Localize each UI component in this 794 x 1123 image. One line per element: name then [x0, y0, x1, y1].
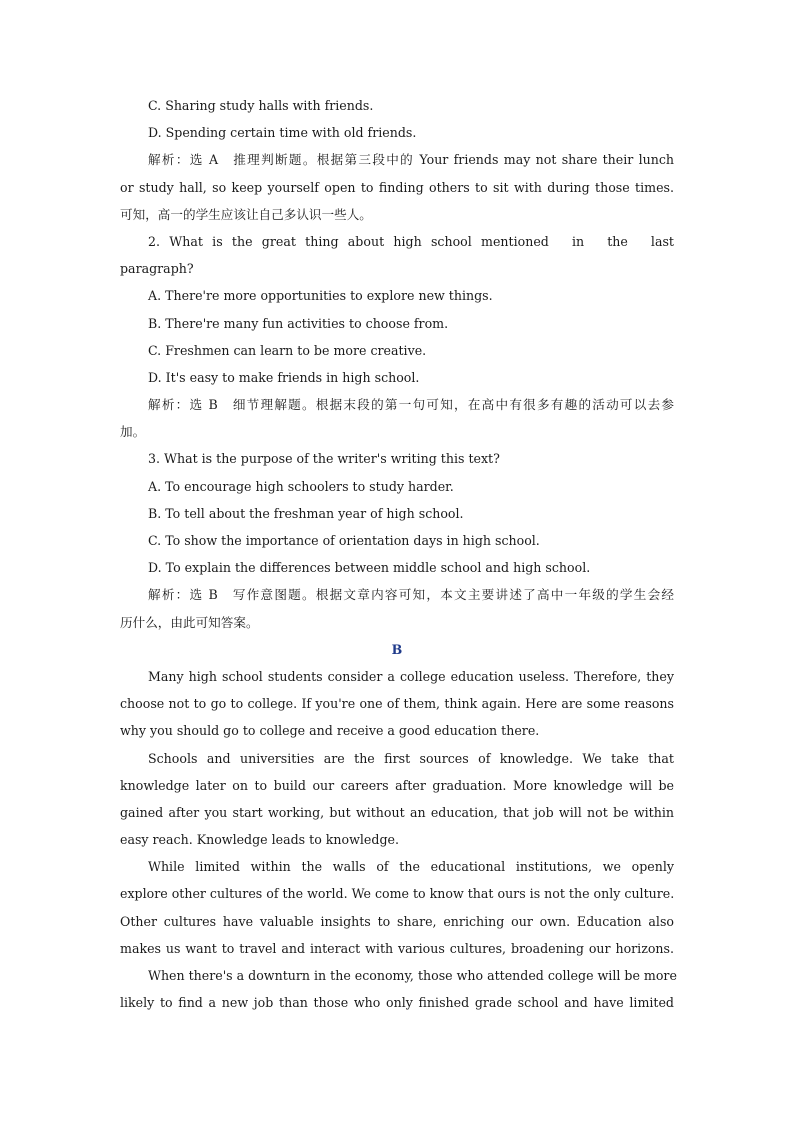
passage-paragraph: [120, 853, 674, 962]
q3-analysis-line: 解析：选 B 写作意图题。根据文章内容可知，本文主要讲述了高中一年级的学生会经: [148, 587, 674, 603]
passage-line: Many high school students consider a college education useless. Therefore, they: [148, 668, 674, 684]
document-page: [120, 92, 677, 1016]
passage-line: choose not to go to college. If you're one of them, think again. Here are some reasons: [120, 696, 674, 712]
q2-analysis-line: 加。: [120, 424, 146, 440]
q2-analysis-line: 解析：选 B 细节理解题。根据末段的第一句可知，在高中有很多有趣的活动可以去参: [148, 397, 674, 413]
q3-question: 3. What is the purpose of the writer's writing this text?: [148, 451, 500, 467]
q3-option-c: C. To show the importance of orientation days in high school.: [148, 533, 540, 548]
passage-line: gained after you start working, but without an education, that job will not be within: [120, 804, 674, 820]
passage-line: Schools and universities are the first sources of knowledge. We take that: [148, 750, 674, 766]
q1-option-c: C. Sharing study halls with friends.: [148, 98, 374, 113]
q3-option-a: A. To encourage high schoolers to study harder.: [148, 478, 454, 494]
q2-option-a: A. There're more opportunities to explore new things.: [148, 288, 493, 304]
passage-paragraph: [120, 745, 674, 854]
q2-question-line: 2. What is the great thing about high school mentioned in the last: [148, 233, 674, 249]
passage-line: why you should go to college and receive a good education there.: [120, 723, 540, 739]
passage-paragraph: [120, 663, 674, 745]
q2-question-line: paragraph?: [120, 261, 194, 277]
q1-analysis-line: 可知，高一的学生应该让自己多认识一些人。: [120, 206, 372, 222]
q1-analysis-line: or study hall, so keep yourself open to finding others to sit with during those times.: [120, 179, 674, 195]
q2-option-c: C. Freshmen can learn to be more creative.: [148, 342, 427, 358]
q3-analysis-line: 历什么，由此可知答案。: [120, 614, 259, 630]
passage-line: explore other cultures of the world. We come to know that ours is not the only culture.: [120, 886, 675, 902]
passage-line: likely to find a new job than those who only finished grade school and have limited: [120, 995, 674, 1011]
q3-option-d: D. To explain the differences between middle school and high school.: [148, 560, 591, 576]
q1-analysis-line: 解析：选 A 推理判断题。根据第三段中的 Your friends may not share their lunch: [148, 152, 674, 168]
q2-option-b: B. There're many fun activities to choose from.: [148, 315, 449, 331]
q1-option-d: D. Spending certain time with old friends.: [148, 125, 417, 141]
passage-line: knowledge later on to build our careers after graduation. More knowledge will be: [120, 777, 674, 793]
passage-line: While limited within the walls of the educational institutions, we openly: [148, 859, 674, 875]
passage-line: Other cultures have valuable insights to share, enriching our own. Education also: [120, 913, 674, 929]
passage-paragraph: [120, 962, 677, 1016]
q2-option-d: D. It's easy to make friends in high school.: [148, 369, 420, 385]
passage-line: makes us want to travel and interact with various cultures, broadening our horizons.: [120, 940, 674, 956]
passage-line: easy reach. Knowledge leads to knowledge.: [120, 832, 399, 848]
section-title: B: [391, 641, 403, 657]
passage-line: When there's a downturn in the economy, those who attended college will be more: [148, 968, 677, 983]
q3-option-b: B. To tell about the freshman year of high school.: [148, 505, 464, 521]
